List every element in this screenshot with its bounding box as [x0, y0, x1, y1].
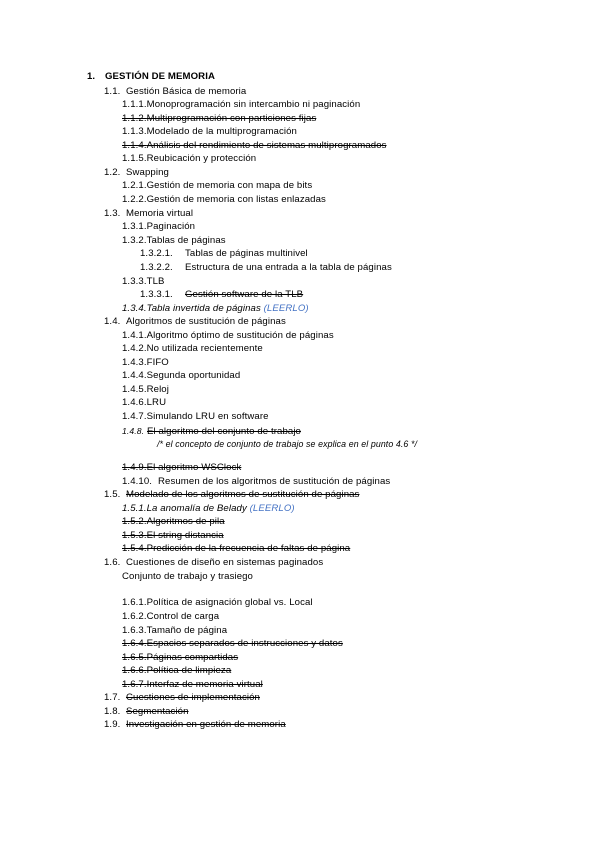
item-1-4-7: 1.4.7.Simulando LRU en software — [122, 411, 269, 422]
heading-1-9: 1.9. Investigación en gestión de memoria — [104, 719, 286, 730]
item-1-3-3: 1.3.3.TLB — [122, 276, 165, 287]
item-1-1-4: 1.1.4.Análisis del rendimiento de sistemas multiprogramados — [122, 140, 387, 151]
item-1-2-2: 1.2.2.Gestión de memoria con listas enlazadas — [122, 194, 326, 205]
item-1-4-1: 1.4.1.Algoritmo óptimo de sustitución de páginas — [122, 330, 334, 341]
heading-1-1: 1.1. Gestión Básica de memoria — [104, 86, 247, 97]
item-1-3-2-2: 1.3.2.2. Estructura de una entrada a la tabla de páginas — [140, 262, 392, 273]
item-1-3-4: 1.3.4.Tabla invertida de páginas (LEERLO) — [122, 303, 309, 314]
heading-1-2: 1.2. Swapping — [104, 167, 169, 178]
item-1-6-2: 1.6.2.Control de carga — [122, 611, 220, 622]
item-1-1-2: 1.1.2.Multiprogramación con particiones fijas — [122, 113, 317, 124]
heading-1-4: 1.4. Algoritmos de sustitución de páginas — [104, 316, 286, 327]
item-1-6-4: 1.6.4.Espacios separados de instrucciones y datos — [122, 638, 343, 649]
item-1-6-1: 1.6.1.Política de asignación global vs. Local — [122, 597, 313, 608]
leerlo-link-1-5-1[interactable]: (LEERLO) — [249, 503, 295, 514]
item-1-1-3: 1.1.3.Modelado de la multiprogramación — [122, 126, 297, 137]
heading-1-3: 1.3. Memoria virtual — [104, 208, 194, 219]
item-1-4-4: 1.4.4.Segunda oportunidad — [122, 370, 241, 381]
item-1-4-8: 1.4.8. El algoritmo del conjunto de trabajo — [122, 426, 301, 437]
item-1-4-10: 1.4.10. Resumen de los algoritmos de sustitución de páginas — [122, 476, 391, 487]
item-1-3-2: 1.3.2.Tablas de páginas — [122, 235, 226, 246]
heading-1-7: 1.7. Cuestiones de implementación — [104, 692, 260, 703]
subheading-working-set: Conjunto de trabajo y trasiego — [122, 571, 253, 582]
item-1-3-2-1: 1.3.2.1. Tablas de páginas multinivel — [140, 248, 308, 259]
item-1-2-1: 1.2.1.Gestión de memoria con mapa de bits — [122, 180, 313, 191]
item-1-5-3: 1.5.3.El string distancia — [122, 530, 224, 541]
item-1-5-1: 1.5.1.La anomalía de Belady (LEERLO) — [122, 503, 295, 514]
item-1-1-1: 1.1.1.Monoprogramación sin intercambio ni paginación — [122, 99, 361, 110]
item-1-1-5: 1.1.5.Reubicación y protección — [122, 153, 257, 164]
item-1-4-2: 1.4.2.No utilizada recientemente — [122, 343, 263, 354]
item-1-6-3: 1.6.3.Tamaño de página — [122, 625, 228, 636]
heading-1-6: 1.6. Cuestiones de diseño en sistemas paginados — [104, 557, 324, 568]
item-1-5-4: 1.5.4.Predicción de la frecuencia de faltas de página — [122, 543, 351, 554]
item-1-4-6: 1.4.6.LRU — [122, 397, 167, 408]
item-1-3-3-1: 1.3.3.1. Gestión software de la TLB — [140, 289, 304, 300]
heading-1-5: 1.5. Modelado de los algoritmos de sustitución de páginas — [104, 489, 360, 500]
heading-1-8: 1.8. Segmentación — [104, 706, 189, 717]
item-1-4-9: 1.4.9.El algoritmo WSClock — [122, 462, 242, 473]
heading-1: 1. GESTIÓN DE MEMORIA — [87, 71, 216, 82]
item-1-6-6: 1.6.6.Política de limpieza — [122, 665, 232, 676]
item-1-6-5: 1.6.5.Páginas compartidas — [122, 652, 239, 663]
item-1-6-7: 1.6.7.Interfaz de memoria virtual — [122, 679, 263, 690]
item-1-3-1: 1.3.1.Paginación — [122, 221, 196, 232]
item-1-4-3: 1.4.3.FIFO — [122, 357, 169, 368]
item-1-5-2: 1.5.2.Algoritmos de pila — [122, 516, 225, 527]
comment-working-set: /* el concepto de conjunto de trabajo se explica en el punto 4.6 */ — [157, 439, 418, 449]
item-1-4-5: 1.4.5.Reloj — [122, 384, 169, 395]
leerlo-link-1-3-4[interactable]: (LEERLO) — [263, 303, 309, 314]
